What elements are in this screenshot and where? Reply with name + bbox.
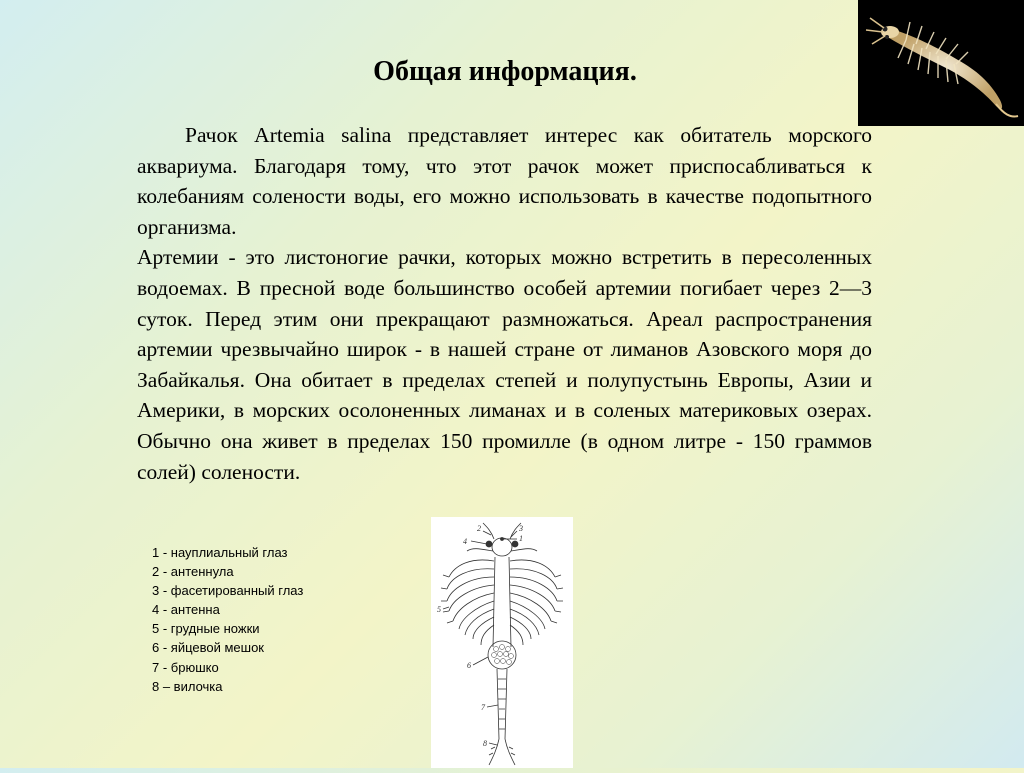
legend-item: 2 - антеннула bbox=[152, 564, 234, 580]
figure-legend bbox=[152, 543, 303, 696]
diagram-label: 3 bbox=[519, 524, 523, 533]
legend-item: 6 - яйцевой мешок bbox=[152, 640, 264, 656]
diagram-label: 1 bbox=[519, 534, 523, 543]
diagram-label: 7 bbox=[481, 703, 485, 712]
diagram-label: 8 bbox=[483, 739, 487, 748]
diagram-label: 2 bbox=[477, 524, 481, 533]
legend-item: 5 - грудные ножки bbox=[152, 621, 260, 637]
legend-item: 1 - науплиальный глаз bbox=[152, 545, 288, 560]
legend-item: 7 - брюшко bbox=[152, 659, 219, 675]
diagram-number-labels bbox=[437, 524, 523, 748]
legend-item: 4 - антенна bbox=[152, 602, 220, 618]
page-title: Общая информация. bbox=[373, 56, 637, 87]
body-text bbox=[137, 120, 872, 487]
diagram-label: 6 bbox=[467, 661, 471, 670]
legend-item: 3 - фасетированный глаз bbox=[152, 583, 304, 599]
paragraph-1: Рачок Artemia salina представляет интерес как обитатель морского аквариума. Благодаря тому, что этот рачок может приспосабливаться к колебаниям солености воды, его можно использовать в качестве подопытного организма. bbox=[137, 123, 872, 239]
diagram-label: 4 bbox=[463, 537, 467, 546]
artemia-diagram bbox=[431, 517, 573, 768]
paragraph-2: Артемии - это листоногие рачки, которых можно встретить в пересоленных водоемах. В пресной воде большинство особей артемии погибает через 2—3 суток. Перед этим они прекращают размножаться. Ареал распространения артемии чрезвычайно широк - в нашей стране от лиманов Азовского моря до Забайкалья. Она обитает в пределах степей и полупустынь Европы, Азии и Америки, в морских осолоненных лиманах и в соленых материковых озерах. Обычно она живет в пределах 150 промилле (в одном литре - 150 граммов солей) солености. bbox=[137, 245, 872, 484]
diagram-label: 5 bbox=[437, 605, 441, 614]
legend-item: 8 – вилочка bbox=[152, 678, 223, 694]
